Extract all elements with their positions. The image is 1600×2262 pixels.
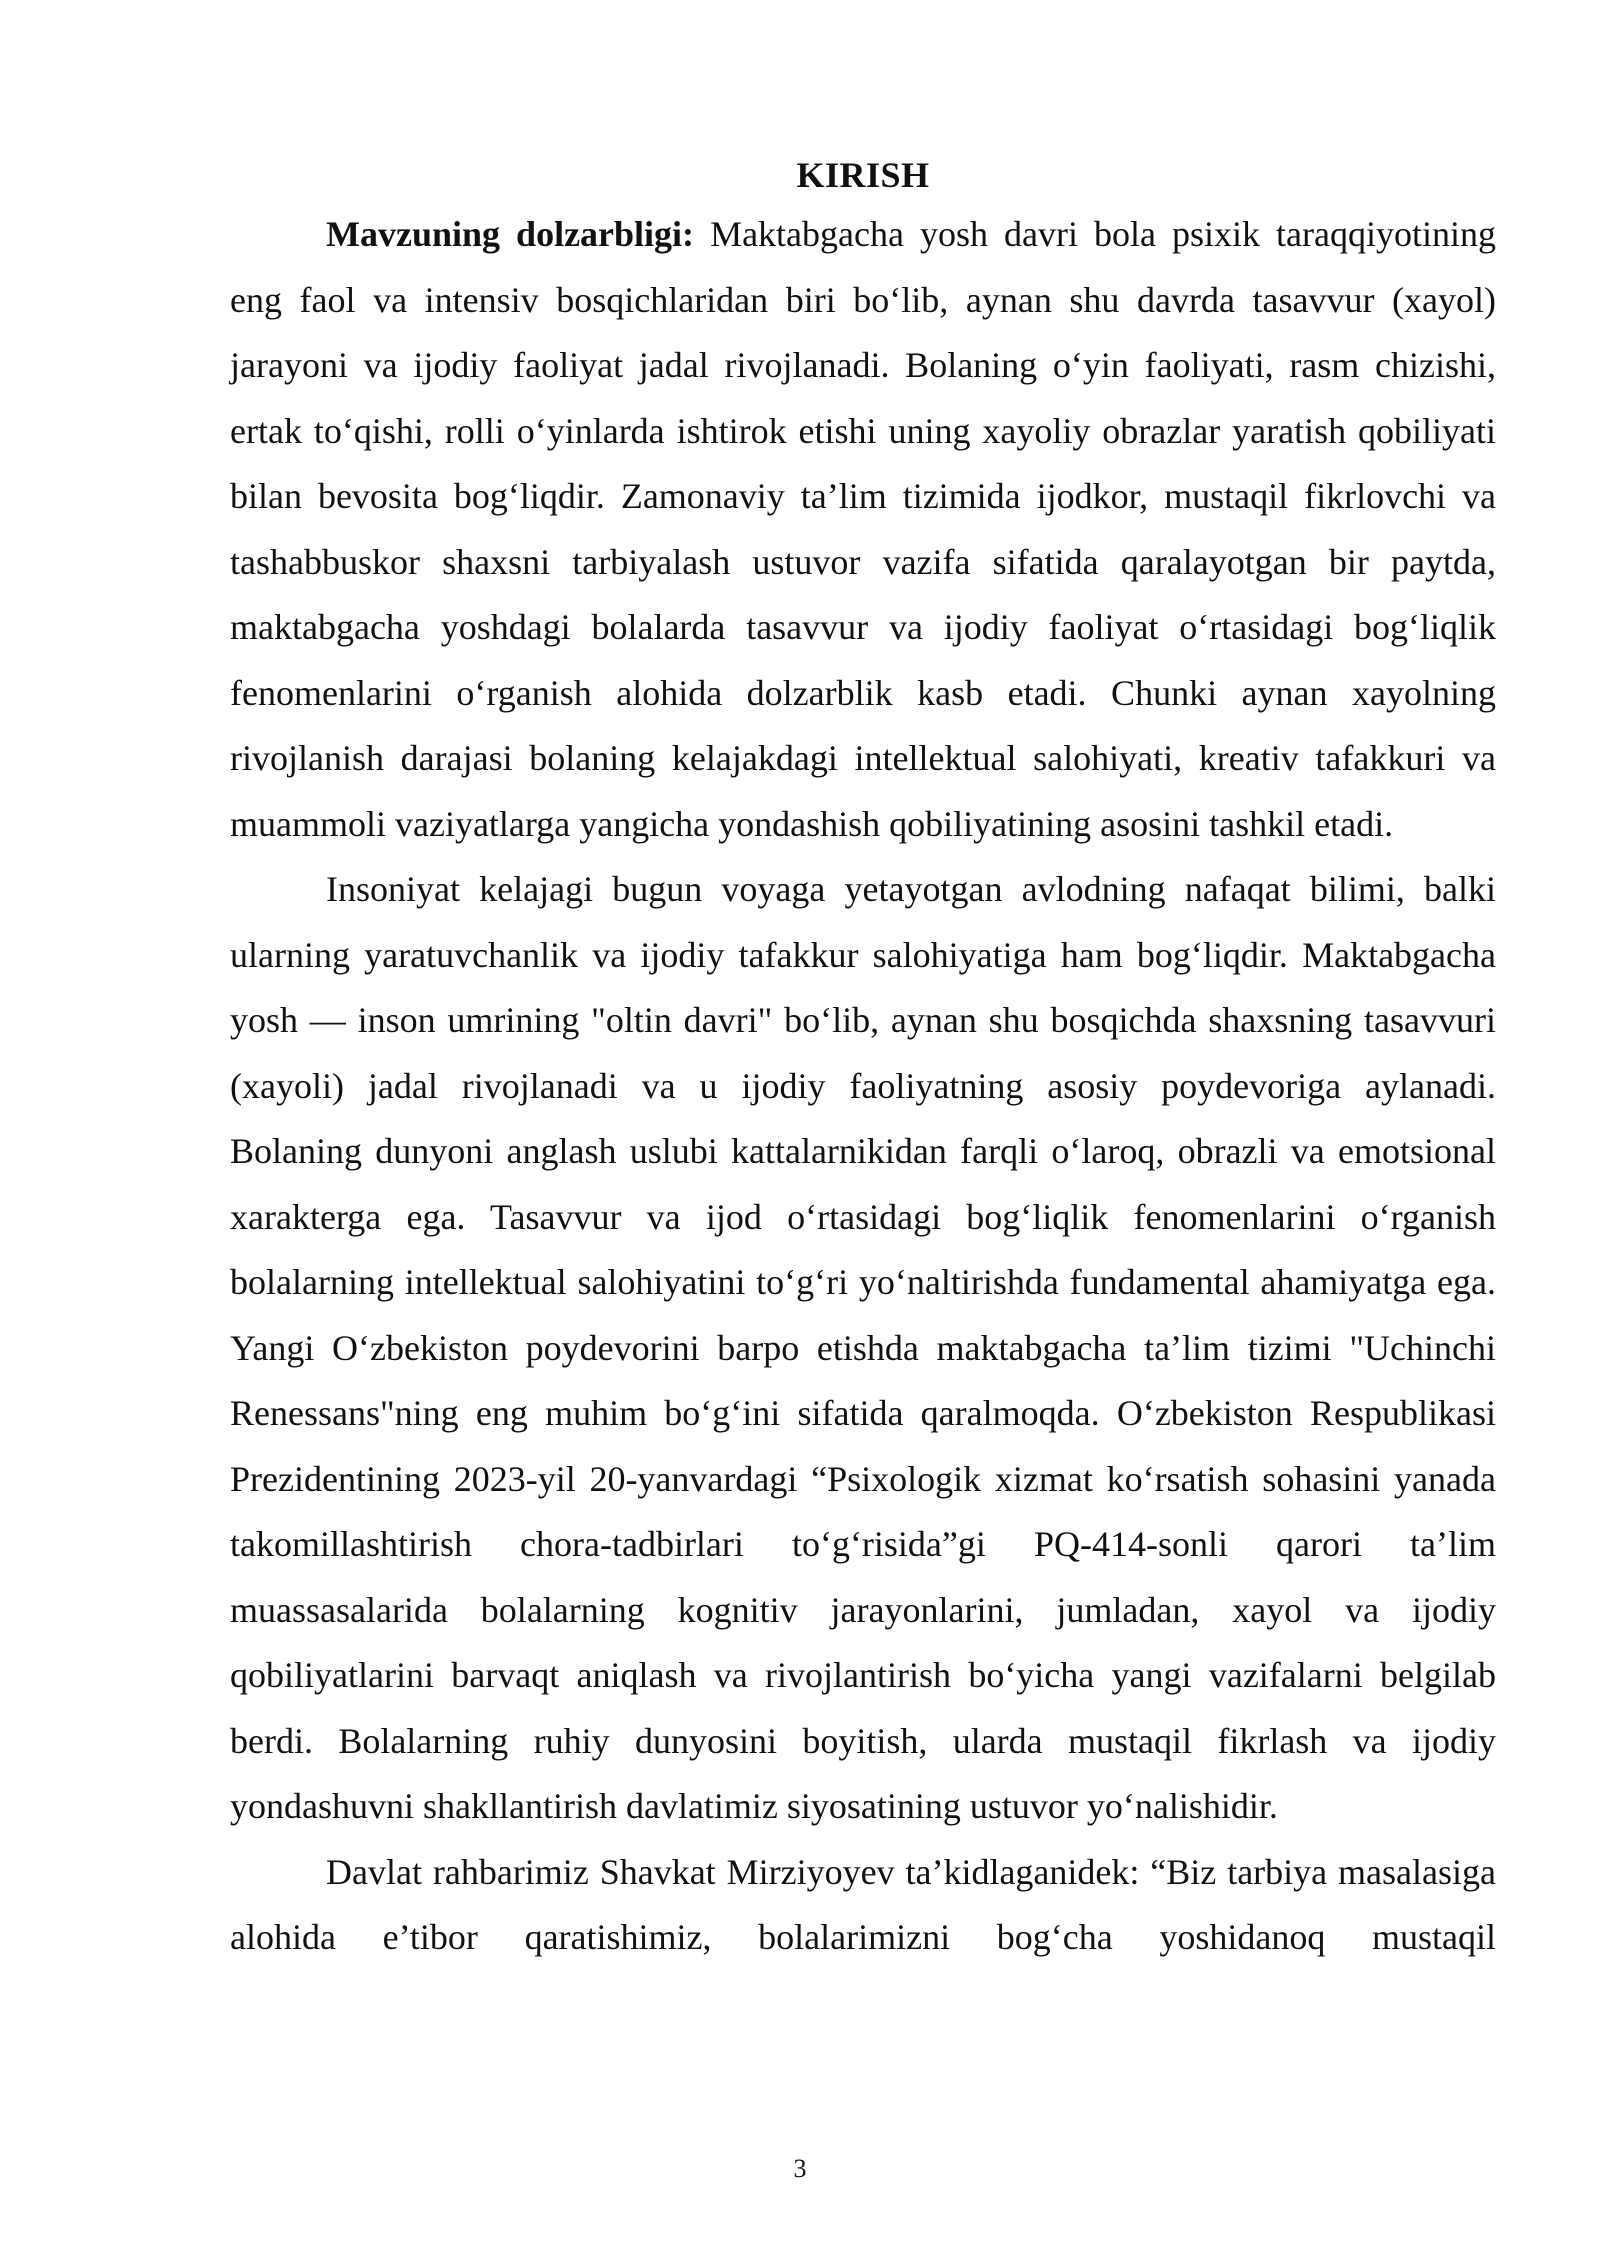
paragraph-text: Maktabgacha yosh davri bola psixik taraqqiyotining eng faol va intensiv bosqichlaridan biri bo‘lib, aynan shu davrda tasavvur (xayol) jarayoni va ijodiy faoliyat jadal rivojlanadi. Bolaning o‘yin faoliyati, rasm chizishi, ertak to‘qishi, rolli o‘yinlarda ishtirok etishi uning xayoliy obrazlar yaratish qobiliyati bilan bevosita bog‘liqdir. Zamonaviy ta’lim tizimida ijodkor, mustaqil fikrlovchi va tashabbuskor shaxsni tarbiyalash ustuvor vazifa sifatida qaralayotgan bir paytda, maktabgacha yoshdagi bolalarda tasavvur va ijodiy faoliyat o‘rtasidagi bog‘liqlik fenomenlarini o‘rganish alohida dolzarblik kasb etadi. Chunki aynan xayolning rivojlanish darajasi bolaning kelajakdagi intellektual salohiyati, kreativ tafakkuri va muammoli vaziyatlarga yangicha yondashish qobiliyatining asosini tashkil etadi. — [230, 214, 1496, 844]
paragraph-lead-label: Mavzuning dolzarbligi: — [326, 214, 695, 254]
paragraph-relevance — [230, 202, 1496, 857]
paragraph-second: Insoniyat kelajagi bugun voyaga yetayotgan avlodning nafaqat bilimi, balki ularning yaratuvchanlik va ijodiy tafakkur salohiyatiga ham bog‘liqdir. Maktabgacha yosh — inson umrining "oltin davri" bo‘lib, aynan shu bosqichda shaxsning tasavvuri (xayoli) jadal rivojlanadi va u ijodiy faoliyatning asosiy poydevoriga aylanadi. Bolaning dunyoni anglash uslubi kattalarnikidan farqli o‘laroq, obrazli va emotsional xarakterga ega. Tasavvur va ijod o‘rtasidagi bog‘liqlik fenomenlarini o‘rganish bolalarning intellektual salohiyatini to‘g‘ri yo‘naltirishda fundamental ahamiyatga ega. Yangi O‘zbekiston poydevorini barpo etishda maktabgacha ta’lim tizimi "Uchinchi Renessans"ning eng muhim bo‘g‘ini sifatida qaralmoqda. O‘zbekiston Respublikasi Prezidentining 2023-yil 20-yanvardagi “Psixologik xizmat ko‘rsatish sohasini yanada takomillashtirish chora-tadbirlari to‘g‘risida”gi PQ-414-sonli qarori ta’lim muassasalarida bolalarning kognitiv jarayonlarini, jumladan, xayol va ijodiy qobiliyatlarini barvaqt aniqlash va rivojlantirish bo‘yicha yangi vazifalarni belgilab berdi. Bolalarning ruhiy dunyosini boyitish, ularda mustaqil fikrlash va ijodiy yondashuvni shakllantirish davlatimiz siyosatining ustuvor yo‘nalishidir. — [230, 869, 1496, 1826]
page-title: KIRISH — [796, 155, 930, 195]
paragraph-third: Davlat rahbarimiz Shavkat Mirziyoyev ta’kidlaganidek: “Biz tarbiya masalasiga alohida e’tibor qaratishimiz, bolalarimizni bog‘cha yoshidanoq mustaqil — [230, 1851, 1496, 1957]
page-content — [230, 148, 1496, 1971]
page-number: 3 — [793, 2154, 807, 2183]
